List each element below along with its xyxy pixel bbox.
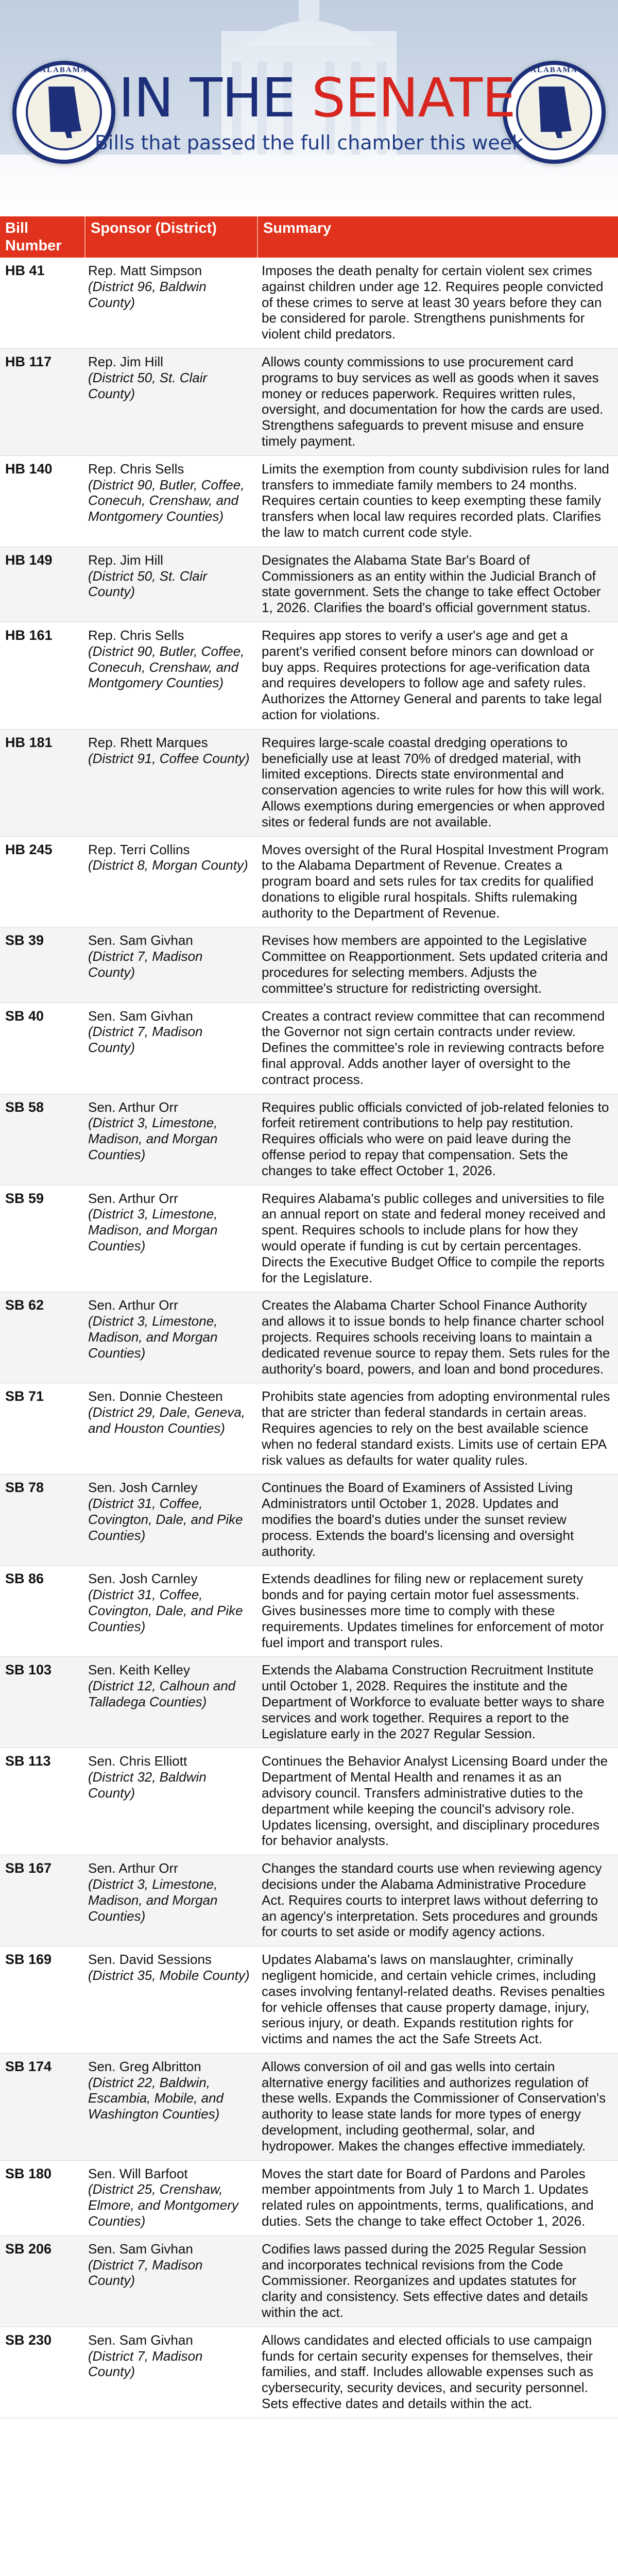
table-row [0,1946,618,2054]
sponsor-cell [85,258,258,348]
bill-number-cell: SB 113 [0,1748,85,1855]
sponsor-district: (District 7, Madison County) [88,2257,203,2289]
sponsor-name: Sen. David Sessions [88,1952,212,1968]
sponsor-cell [85,348,258,455]
summary-cell: Revises how members are appointed to the Legislative Committee on Reapportionment. Sets updated criteria and procedures for selecting members. Adjusts the committee's structure for redistricting oversight. [258,927,618,1003]
sponsor-cell [85,547,258,622]
table-row [0,1185,618,1292]
sponsor-cell [85,1292,258,1383]
bill-number-cell: HB 149 [0,547,85,622]
sponsor-district: (District 7, Madison County) [88,948,203,980]
title-part-in-the: IN THE [118,66,295,129]
summary-cell: Continues the Board of Examiners of Assisted Living Administrators until October 1, 2028. Updates and modifies the board's duties under the sunset review process. Extends the board's licensing and oversight authority. [258,1475,618,1566]
bill-number-cell: HB 181 [0,729,85,836]
summary-cell: Allows candidates and elected officials to use campaign funds for certain security expenses for themselves, their families, and staff. Includes allowable expenses such as cybersecurity, security devices, and security personnel. Sets effective dates and details within the act. [258,2327,618,2418]
summary-cell: Continues the Behavior Analyst Licensing Board under the Department of Mental Health and renames it as an advisory council. Transfers administrative duties to the department while keeping the council's advisory role. Updates licensing, oversight, and disciplinary procedures for behavior analysts. [258,1748,618,1855]
table-row [0,622,618,729]
summary-cell: Codifies laws passed during the 2025 Regular Session and incorporates technical revisions from the Code Commissioner. Reorganizes and updates statutes for clarity and consistency. Sets effective dates and details within the act. [258,2235,618,2327]
table-header [0,216,618,258]
sponsor-district: (District 31, Coffee, Covington, Dale, and Pike Counties) [88,1496,243,1543]
sponsor-name: Rep. Jim Hill [88,552,163,568]
bill-number-cell: SB 86 [0,1566,85,1657]
table-row [0,1657,618,1748]
sponsor-name: Rep. Chris Sells [88,461,184,477]
table-row [0,1566,618,1657]
summary-cell: Designates the Alabama State Bar's Board of Commissioners as an entity within the Judicial Branch of state government. Sets the change to take effect October 1, 2026. Clarifies the board's official government status. [258,547,618,622]
sponsor-name: Rep. Rhett Marques [88,734,208,750]
summary-cell: Extends the Alabama Construction Recruitment Institute until October 1, 2028. Requires the institute and the Department of Workforce to evaluate better ways to share services and work together. Requires a report to the Legislature early in the 2027 Regular Session. [258,1657,618,1748]
sponsor-name: Sen. Arthur Orr [88,1190,178,1206]
bill-number-cell: SB 167 [0,1855,85,1946]
table-row [0,455,618,547]
sponsor-district: (District 50, St. Clair County) [88,568,208,600]
column-header-bill-number: Bill Number [0,216,85,258]
table-row [0,1003,618,1094]
sponsor-district: (District 90, Butler, Coffee, Conecuh, Crenshaw, and Montgomery Counties) [88,643,245,691]
header-banner [0,0,618,216]
summary-cell: Creates the Alabama Charter School Finance Authority and allows it to issue bonds to help finance charter school projects. Requires schools receiving loans to maintain a dedicated revenue source to repay them. Sets rules for the authority's board, powers, and loan and bond procedures. [258,1292,618,1383]
sponsor-name: Rep. Terri Collins [88,841,190,857]
summary-cell: Changes the standard courts use when reviewing agency decisions under the Alabama Administrative Procedure Act. Requires courts to interpret laws without deferring to an agency's interpretation. Sets procedures and grounds for courts to set aside or modify agency actions. [258,1855,618,1946]
sponsor-district: (District 3, Limestone, Madison, and Morgan Counties) [88,1115,218,1163]
bill-number-cell: SB 78 [0,1475,85,1566]
bill-number-cell: SB 62 [0,1292,85,1383]
summary-cell: Allows conversion of oil and gas wells into certain alternative energy facilities and authorizes regulation of these wells. Expands the Commissioner of Conservation's authority to lease state lands for more types of energy development, including geothermal, solar, and hydropower. Makes the changes effective immediately. [258,2053,618,2160]
sponsor-name: Sen. Sam Givhan [88,933,193,948]
bill-number-cell: SB 174 [0,2053,85,2160]
table-row [0,836,618,927]
sponsor-cell [85,1946,258,2054]
sponsor-name: Sen. Greg Albritton [88,2058,201,2074]
summary-cell: Moves oversight of the Rural Hospital Investment Program to the Alabama Department of Revenue. Creates a program board and sets rules for tax credits for qualified donations to eligible rural hospitals. Shifts rulemaking authority to the Department of Revenue. [258,836,618,927]
table-body [0,258,618,2418]
sponsor-cell [85,927,258,1003]
sponsor-cell [85,622,258,729]
sponsor-district: (District 12, Calhoun and Talladega Counties) [88,1678,236,1709]
table-row [0,1855,618,1946]
sponsor-cell [85,1657,258,1748]
table-row [0,1748,618,1855]
bill-number-cell: HB 161 [0,622,85,729]
sponsor-district: (District 3, Limestone, Madison, and Morgan Counties) [88,1313,218,1361]
column-header-summary: Summary [258,216,618,258]
sponsor-cell [85,2327,258,2418]
table-row [0,1292,618,1383]
sponsor-name: Sen. Arthur Orr [88,1860,178,1876]
sponsor-cell [85,1566,258,1657]
bill-number-cell: HB 117 [0,348,85,455]
bill-number-cell: SB 103 [0,1657,85,1748]
summary-cell: Requires app stores to verify a user's age and get a parent's verified consent before minors can download or buy apps. Requires protections for age-verification data and requires developers to follow age and safety rules. Authorizes the Attorney General and parents to take legal action for violations. [258,622,618,729]
sponsor-name: Sen. Arthur Orr [88,1297,178,1313]
sponsor-cell [85,729,258,836]
bill-number-cell: SB 206 [0,2235,85,2327]
sponsor-district: (District 8, Morgan County) [88,857,248,873]
sponsor-cell [85,1855,258,1946]
sponsor-name: Sen. Sam Givhan [88,1008,193,1024]
sponsor-cell [85,1475,258,1566]
table-row [0,2235,618,2327]
sponsor-name: Sen. Keith Kelley [88,1662,191,1678]
summary-cell: Limits the exemption from county subdivision rules for land transfers to immediate family members to 24 months. Requires certain counties to keep exempting these family transfers when local law requires recorded plats. Clarifies the law to match current code style. [258,455,618,547]
sponsor-district: (District 35, Mobile County) [88,1967,250,1983]
sponsor-district: (District 90, Butler, Coffee, Conecuh, Crenshaw, and Montgomery Counties) [88,477,245,524]
sponsor-district: (District 3, Limestone, Madison, and Morgan Counties) [88,1876,218,1924]
bill-number-cell: SB 40 [0,1003,85,1094]
summary-cell: Allows county commissions to use procurement card programs to buy services as well as goods when it saves money or reduces paperwork. Requires written rules, oversight, and documentation for how the cards are used. Strengthens safeguards to prevent misuse and ensure timely payment. [258,348,618,455]
seal-right-label: ALABAMA [530,66,578,74]
bills-table [0,216,618,2418]
table-row [0,1094,618,1185]
sponsor-cell [85,1003,258,1094]
sponsor-cell [85,1748,258,1855]
summary-cell: Imposes the death penalty for certain violent sex crimes against children under age 12. Requires people convicted of these crimes to serve at least 30 years before they can be considered for parole. Strengthens punishments for violent child predators. [258,258,618,348]
bill-number-cell: HB 140 [0,455,85,547]
summary-cell: Updates Alabama's laws on manslaughter, criminally negligent homicide, and certain vehicle crimes, including cases involving fentanyl-related deaths. Revises penalties for vehicle offenses that cause property damage, injury, serious injury, or death. Expands restitution rights for victims and names the act the Safe Streets Act. [258,1946,618,2054]
sponsor-cell [85,2160,258,2235]
sponsor-district: (District 29, Dale, Geneva, and Houston Counties) [88,1404,245,1436]
sponsor-district: (District 7, Madison County) [88,2348,203,2380]
sponsor-district: (District 96, Baldwin County) [88,278,207,310]
sponsor-cell [85,1383,258,1475]
sponsor-district: (District 25, Crenshaw, Elmore, and Montgomery Counties) [88,2181,238,2229]
sponsor-name: Rep. Jim Hill [88,353,163,369]
bill-number-cell: SB 58 [0,1094,85,1185]
sponsor-district: (District 32, Baldwin County) [88,1769,207,1801]
sponsor-name: Sen. Josh Carnley [88,1571,198,1587]
sponsor-cell [85,1094,258,1185]
seal-left-label: ALABAMA [40,66,88,74]
title-part-senate: SENATE [312,66,516,129]
table-row [0,348,618,455]
bill-number-cell: SB 180 [0,2160,85,2235]
table-row [0,2327,618,2418]
sponsor-district: (District 91, Coffee County) [88,750,250,766]
bill-number-cell: SB 59 [0,1185,85,1292]
table-row [0,1383,618,1475]
sponsor-cell [85,455,258,547]
table-row [0,927,618,1003]
bill-number-cell: SB 230 [0,2327,85,2418]
sponsor-name: Sen. Will Barfoot [88,2165,188,2181]
table-row [0,729,618,836]
sponsor-cell [85,836,258,927]
bill-number-cell: SB 169 [0,1946,85,2054]
table-row [0,258,618,348]
sponsor-name: Sen. Josh Carnley [88,1480,198,1496]
summary-cell: Prohibits state agencies from adopting environmental rules that are stricter than federal standards in certain areas. Requires agencies to rely on the best available science when no federal standard exists. Limits use of certain EPA risk values as defaults for water quality rules. [258,1383,618,1475]
table-row [0,1475,618,1566]
sponsor-district: (District 31, Coffee, Covington, Dale, and Pike Counties) [88,1587,243,1634]
bill-number-cell: HB 245 [0,836,85,927]
summary-cell: Requires large-scale coastal dredging operations to beneficially use at least 70% of dredged material, with limited exceptions. Directs state environmental and conservation agencies to write rules for how this will work. Allows exemptions during emergencies or when approved sites or federal funds are not available. [258,729,618,836]
column-header-sponsor: Sponsor (District) [85,216,258,258]
table-row [0,2160,618,2235]
bill-number-cell: HB 41 [0,258,85,348]
table-row [0,547,618,622]
summary-cell: Creates a contract review committee that can recommend the Governor not sign certain contracts under review. Defines the committee's role in reviewing contracts before final approval. Adds another layer of oversight to the contract process. [258,1003,618,1094]
sponsor-name: Sen. Arthur Orr [88,1099,178,1115]
summary-cell: Requires public officials convicted of job-related felonies to forfeit retirement contributions to help pay restitution. Requires officials who were on paid leave during the offense period to repay that compensation. Sets the changes to take effect October 1, 2026. [258,1094,618,1185]
summary-cell: Requires Alabama's public colleges and universities to file an annual report on state and federal money received and spent. Requires schools to include plans for how they would operate if funding is cut by certain percentages. Directs the Executive Budget Office to compile the reports for the Legislature. [258,1185,618,1292]
page-title [118,66,516,129]
bill-number-cell: SB 39 [0,927,85,1003]
sponsor-cell [85,2053,258,2160]
sponsor-name: Sen. Sam Givhan [88,2241,193,2257]
sponsor-district: (District 22, Baldwin, Escambia, Mobile, and Washington Counties) [88,2074,224,2122]
sponsor-district: (District 3, Limestone, Madison, and Morgan Counties) [88,1206,218,1254]
summary-cell: Extends deadlines for filing new or replacement surety bonds and for paying certain motor fuel assessments. Gives businesses more time to comply with these requirements. Updates timelines for enforcement of motor fuel import and transport rules. [258,1566,618,1657]
sponsor-name: Rep. Chris Sells [88,627,184,643]
sponsor-district: (District 7, Madison County) [88,1024,203,1056]
sponsor-name: Rep. Matt Simpson [88,263,202,278]
sponsor-district: (District 50, St. Clair County) [88,369,208,401]
sponsor-name: Sen. Sam Givhan [88,2332,193,2348]
table-row [0,2053,618,2160]
sponsor-cell [85,1185,258,1292]
sponsor-name: Sen. Chris Elliott [88,1753,187,1769]
sponsor-name: Sen. Donnie Chesteen [88,1388,223,1404]
sponsor-cell [85,2235,258,2327]
bill-number-cell: SB 71 [0,1383,85,1475]
summary-cell: Moves the start date for Board of Pardons and Paroles member appointments from July 1 to March 1. Updates related rules on appointments, terms, qualifications, and duties. Sets the change to take effect October 1, 2026. [258,2160,618,2235]
page-subtitle: Bills that passed the full chamber this week [94,131,524,154]
